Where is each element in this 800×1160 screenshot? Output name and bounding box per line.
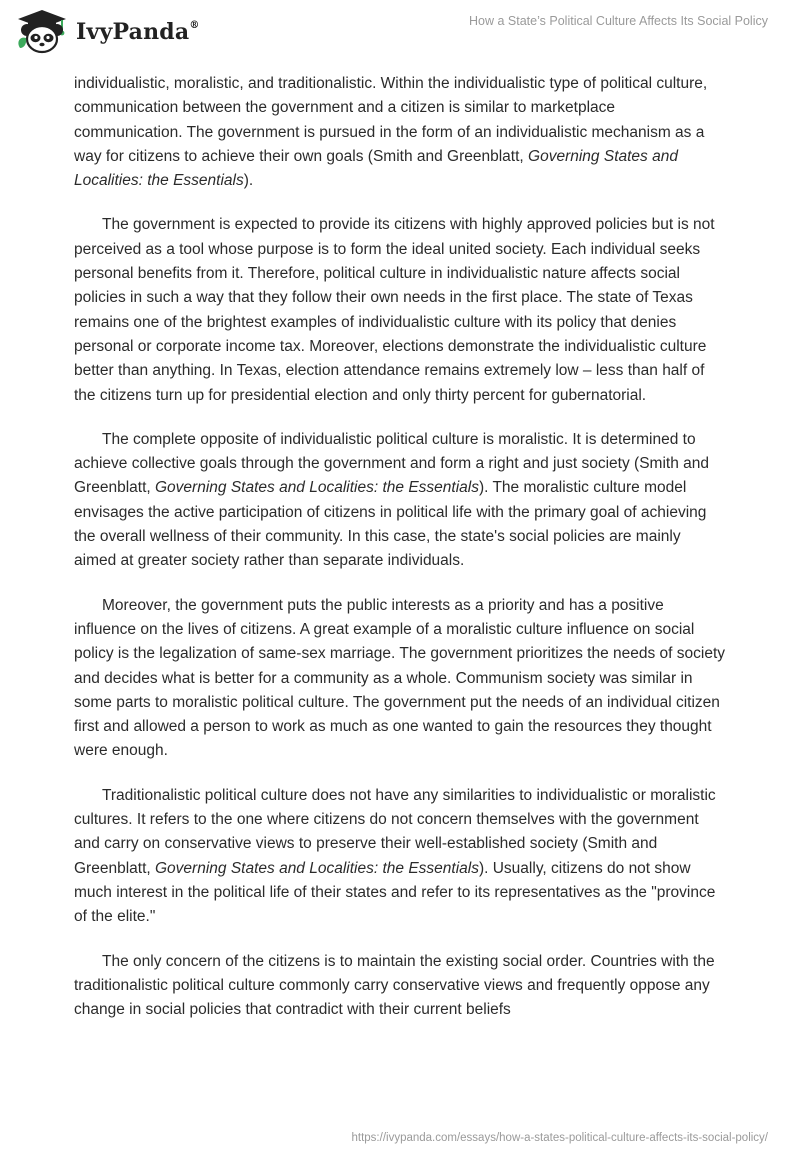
paragraph: The government is expected to provide its citizens with highly approved policies but is not perceived as a tool whose purpose is to form the ideal united society. Each individual seeks personal benefits from it. Therefore, political culture in individualistic nature affects social policies in such a way that they follow their own needs in the first place. The state of Texas remains one of the brightest examples of individualistic culture with its policy that denies personal or corporate income tax. Moreover, elections demonstrate the individualistic culture better than anything. In Texas, election attendance remains extremely low – less than half of the citizens turn up for presidential election and only thirty percent for gubernatorial. (74, 216, 715, 404)
page-header (0, 0, 800, 70)
paragraph: individualistic, moralistic, and traditionalistic. Within the individualistic type of political culture, communication between the government and a citizen is similar to marketplace communication. The government is pursued in the form of an individualistic mechanism as a way for citizens to achieve their own goals (Smith and Greenblatt, Governing States and Localities: the Essentials). (74, 75, 708, 190)
paragraph: Moreover, the government puts the public interests as a priority and has a positive influence on the lives of citizens. A great example of a moralistic culture influence on social policy is the legalization of same-sex marriage. The government prioritizes the needs of society and decides what is better for a community as a whole. Communism society was similar in some parts to moralistic political culture. The government put the needs of an individual citizen first and allowed a person to work as much as one wanted to gain the resources they thought were enough. (74, 596, 726, 760)
paragraph: The complete opposite of individualistic political culture is moralistic. It is determined to achieve collective goals through the government and form a right and just society (Smith and Greenblatt, Governing States and Localities: the Essentials). The moralistic culture model envisages the active participation of citizens in political life with the primary goal of achieving the overall wellness of their community. In this case, the state's social policies are mainly aimed at greater society rather than separate individuals. (74, 430, 709, 570)
paragraph: The only concern of the citizens is to maintain the existing social order. Countries with the traditionalistic political culture commonly carry conservative views and frequently oppose any change in social policies that contradict with their current beliefs (74, 952, 715, 1019)
source-url-link[interactable]: https://ivypanda.com/essays/how-a-states-political-culture-affects-its-social-policy/ (351, 1132, 768, 1144)
ivypanda-logo[interactable] (14, 8, 200, 56)
registered-mark: ® (189, 19, 200, 31)
essay-body (74, 72, 726, 1022)
panda-graduation-cap-icon (14, 8, 70, 56)
document-title: How a State’s Political Culture Affects Its Social Policy (469, 14, 768, 28)
brand-name: IvyPanda® (76, 19, 200, 45)
paragraph: Traditionalistic political culture does not have any similarities to individualistic or moralistic cultures. It refers to the one where citizens do not concern themselves with the government and carry on conservative views to preserve their well-established society (Smith and Greenblatt, Governing States and Localities: the Essentials). Usually, citizens do not show much interest in the political life of their states and refer to its representatives as the "province of the elite." (74, 786, 716, 926)
